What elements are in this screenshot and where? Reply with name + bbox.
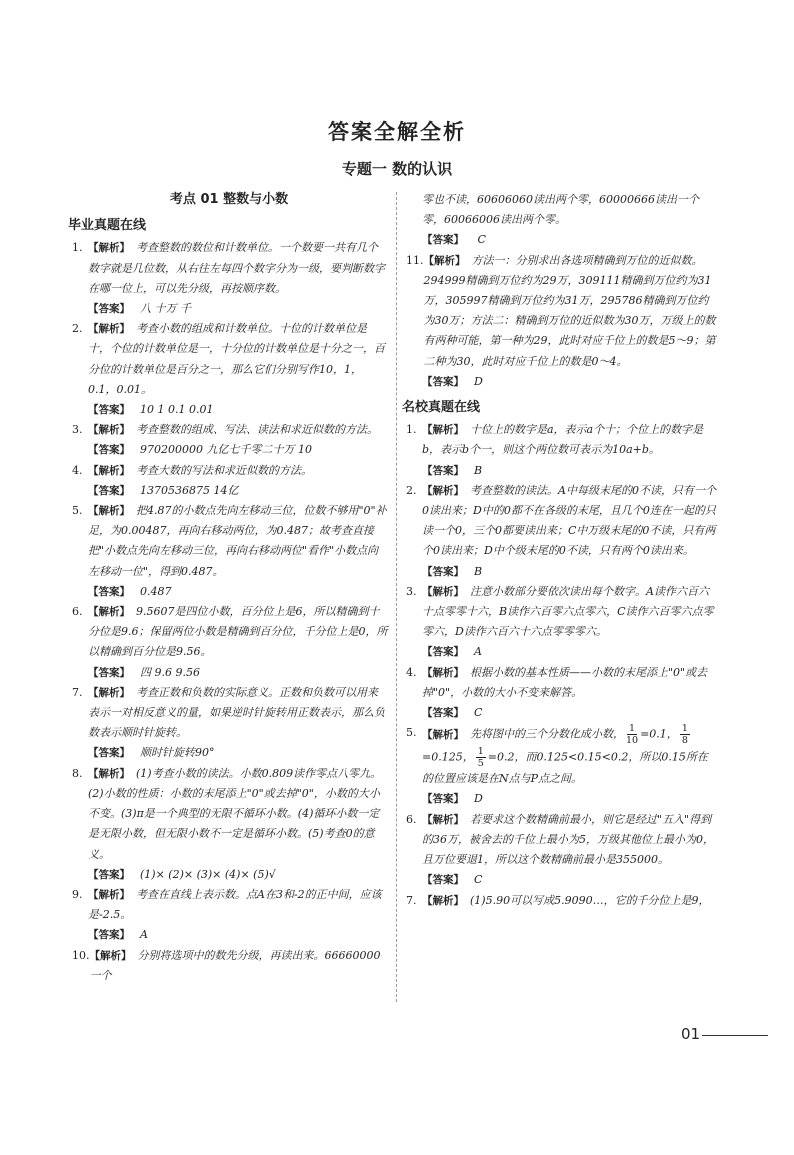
answer-line (404, 461, 716, 481)
analysis-label: 【解析】 (88, 686, 130, 699)
list-item (404, 190, 716, 230)
list-item (70, 946, 388, 986)
list-item (70, 501, 388, 582)
item-number: 7. (406, 893, 417, 907)
right-item-list-2 (404, 420, 716, 910)
answer-label: 【答案】 (88, 404, 130, 417)
list-item (404, 723, 716, 789)
list-item (404, 663, 716, 703)
answer-line (70, 400, 388, 420)
answer-value: D (474, 792, 483, 806)
list-item (404, 891, 716, 911)
answer-value: C (474, 706, 483, 720)
fraction-numerator: 1 (477, 746, 484, 758)
analysis-label: 【解析】 (89, 949, 132, 962)
answer-label: 【答案】 (422, 646, 464, 659)
analysis-label: 【解析】 (422, 585, 464, 598)
answer-value: 顺时针旋转90° (140, 746, 215, 760)
item-body (422, 663, 716, 703)
answer-value: B (474, 463, 483, 477)
answer-line (404, 230, 716, 250)
answer-value: B (474, 564, 483, 578)
right-column (404, 190, 716, 911)
analysis-label: 【解析】 (423, 254, 466, 267)
answer-line (70, 299, 388, 319)
list-item (404, 420, 716, 460)
answer-line (404, 789, 716, 809)
analysis-text: (1)考查小数的读法。小数0.809读作零点八零九。(2)小数的性质：小数的末尾添上"0"或去掉"0"，小数的大小不变。(3)π是一个典型的无限不循环小数。(4)循环小数一定是无限小数，但无限小数不一定是循环小数。(5)考查0的意义。 (88, 766, 382, 861)
analysis-text: 若要求这个数精确前最小，则它是经过"五入"得到的36万，被舍去的千位上最小为5，万级其他位上最小为0，且万位要退1，所以这个数精确前最小是355000。 (422, 812, 714, 867)
item-body (424, 251, 717, 372)
answer-label: 【答案】 (88, 484, 130, 497)
analysis-label: 【解析】 (422, 666, 464, 679)
section-heading-graduation: 毕业真题在线 (68, 218, 147, 234)
topic-subtitle: 专题一 数的认识 (341, 160, 453, 178)
analysis-label: 【解析】 (88, 505, 130, 518)
analysis-label: 【解析】 (88, 464, 130, 477)
item-body (88, 764, 388, 865)
answer-label: 【答案】 (88, 444, 130, 457)
item-number: 3. (406, 584, 417, 598)
answer-line (70, 582, 388, 602)
answer-label: 【答案】 (422, 565, 464, 578)
item-number: 1. (406, 423, 417, 437)
answer-line (70, 925, 388, 945)
fraction (680, 723, 690, 746)
analysis-label: 【解析】 (88, 767, 130, 780)
item-number: 10. (72, 948, 90, 962)
analysis-text: 考查大数的写法和求近似数的方法。 (136, 463, 312, 477)
analysis-label: 【解析】 (422, 484, 464, 497)
list-item (404, 810, 716, 871)
list-item (70, 764, 388, 865)
fraction-numerator: 1 (629, 723, 636, 735)
answer-label: 【答案】 (88, 868, 130, 881)
list-item (70, 461, 388, 481)
item-number: 2. (72, 322, 83, 336)
analysis-text: 注意小数部分要依次读出每个数字。A读作六百六十点零零十六，B读作六百零六点零六，C读作六百零六点零零六，D读作六百六十六点零零零六。 (422, 584, 714, 639)
list-item (70, 602, 388, 663)
answer-label: 【答案】 (422, 234, 464, 247)
item-body (88, 683, 388, 744)
kaodian-heading: 考点 01 整数与小数 (169, 192, 289, 207)
left-item-list (70, 238, 388, 986)
item-number: 1. (72, 241, 83, 255)
analysis-label: 【解析】 (422, 894, 464, 907)
answer-value: 八 十万 千 (140, 302, 191, 316)
item-body (88, 319, 388, 400)
answer-label: 【答案】 (422, 375, 464, 388)
item-body (422, 723, 716, 789)
item-number: 6. (72, 605, 83, 619)
item-number: 6. (406, 812, 417, 826)
analysis-text: 考查在直线上表示数。点A在3和-2的正中间，应该是-2.5。 (88, 887, 382, 922)
answer-value: 10 1 0.1 0.01 (140, 403, 214, 417)
analysis-text: 把4.87的小数点先向左移动三位，位数不够用"0"补足，为0.00487，再向右移动两位，为0.487；故考查直接把"小数点先向左移动三位，再向右移动两位"看作"小数点向左移动一位"，得到0.487。 (88, 504, 387, 578)
right-item-list (404, 251, 716, 392)
answer-value: A (140, 928, 148, 942)
left-column (70, 190, 388, 986)
answer-label: 【答案】 (88, 747, 130, 760)
answer-value: A (474, 645, 482, 659)
analysis-text: =0.2，而0.125<0.15<0.2，所以0.15所在的位置应该是在N点与P点之间。 (422, 750, 708, 786)
analysis-text: 考查整数的组成、写法、读法和求近似数的方法。 (136, 423, 378, 437)
analysis-text: 根据小数的基本性质——小数的末尾添上"0"或去掉"0"，小数的大小不变来解答。 (422, 665, 708, 699)
page-title: 答案全解全析 (328, 120, 466, 144)
answer-label: 【答案】 (88, 585, 130, 598)
item-number: 7. (72, 685, 83, 699)
analysis-text: =0.1， (640, 727, 678, 741)
answer-label: 【答案】 (422, 874, 464, 887)
fraction (626, 723, 638, 746)
list-item (404, 582, 716, 643)
analysis-label: 【解析】 (422, 728, 464, 741)
analysis-label: 【解析】 (88, 888, 130, 901)
answer-value: (1)× (2)× (3)× (4)× (5)√ (140, 867, 276, 881)
analysis-label: 【解析】 (88, 424, 130, 437)
analysis-text: 先将图中的三个分数化成小数， (470, 727, 624, 741)
answer-value: C (474, 873, 483, 887)
analysis-text: 考查正数和负数的实际意义。正数和负数可以用来表示一对相反意义的量，如果逆时针旋转用正数表示，那么负数表示顺时针旋转。 (88, 685, 385, 740)
answer-label: 【答案】 (88, 666, 130, 679)
fraction (476, 746, 486, 769)
answer-line (404, 703, 716, 723)
analysis-label: 【解析】 (88, 242, 130, 255)
item-body (90, 946, 389, 986)
answer-value: 970200000 九亿七千零二十万 10 (140, 443, 312, 457)
answer-line (404, 642, 716, 662)
list-item (70, 885, 388, 925)
answer-label: 【答案】 (422, 464, 464, 477)
item-body (422, 810, 716, 871)
item-body (422, 582, 716, 643)
item-number: 8. (72, 766, 83, 780)
continued-text: 零也不读，60606060读出两个零，60000666读出一个零，60066006读出两个零。 (422, 193, 699, 227)
fraction-denominator: 10 (626, 735, 639, 747)
answer-value: 1370536875 14亿 (140, 483, 239, 497)
analysis-label: 【解析】 (88, 606, 130, 619)
analysis-label: 【解析】 (422, 813, 464, 826)
analysis-text: 考查整数的读法。A中每级末尾的0不读，只有一个0读出来；D中的0都不在各级的末尾，且几个0连在一起的只读一个0，三个0都要读出来；C中万级末尾的0不读，只有两个0读出来；D中个级末尾的0不读，只有两个0读出来。 (422, 483, 716, 558)
fraction-numerator: 1 (681, 723, 688, 735)
list-item (404, 251, 716, 372)
answer-line (70, 743, 388, 763)
answer-label: 【答案】 (88, 303, 130, 316)
answer-value: 四 9.6 9.56 (140, 665, 200, 679)
analysis-label: 【解析】 (88, 323, 130, 336)
item-body (422, 481, 716, 562)
analysis-text: 考查整数的数位和计数单位。一个数要一共有几个数字就是几位数，从右往左每四个数字分为一级，要判断数字在哪一位上，可以先分级，再按顺序数。 (88, 241, 385, 295)
answer-line (404, 372, 716, 392)
item-number: 2. (406, 483, 417, 497)
answer-line (70, 663, 388, 683)
answer-line (404, 562, 716, 582)
analysis-text: 分别将选项中的数先分级，再读出来。66660000 一个 (89, 948, 381, 982)
answer-line (404, 870, 716, 890)
item-body (88, 501, 388, 582)
item-number: 4. (406, 665, 417, 679)
column-divider (396, 192, 397, 1002)
item-number: 5. (72, 504, 83, 518)
analysis-text: 方法一：分别求出各选项精确到万位的近似数。294999精确到万位约为29万，309111精确到万位约为31万，305997精确到万位约为31万，295786精确到万位约为30万；方法二：精确到万位的近似数为30万，万级上的数有两种可能，第一种为29，此时对应千位上的数是5～9；第二种为30，此时对应千位上的数是0～4。 (423, 253, 716, 368)
list-item (70, 319, 388, 400)
answer-line (70, 440, 388, 460)
item-number: 4. (72, 463, 83, 477)
item-number: 11. (406, 253, 424, 267)
analysis-text: (1)5.90可以写成5.9090…，它的千分位上是9， (470, 893, 710, 907)
item-body (422, 420, 716, 460)
answer-line (70, 481, 388, 501)
page-number-rule (702, 1035, 768, 1036)
item-number: 3. (72, 423, 83, 437)
item-body (88, 238, 388, 299)
answer-label: 【答案】 (422, 793, 464, 806)
section-heading-famous-schools: 名校真题在线 (402, 400, 481, 416)
item-number: 9. (72, 887, 83, 901)
answer-line (70, 865, 388, 885)
item-number: 5. (406, 726, 417, 740)
analysis-label: 【解析】 (422, 424, 464, 437)
analysis-text: 9.5607是四位小数，百分位上是6，所以精确到十分位是9.6；保留两位小数是精确到百分位，千分位上是0，所以精确到百分位是9.56。 (88, 605, 388, 659)
answer-label: 【答案】 (422, 707, 464, 720)
list-item (70, 238, 388, 299)
list-item (70, 420, 388, 440)
item-body (88, 461, 388, 481)
answer-label: 【答案】 (88, 929, 130, 942)
answer-value: C (477, 233, 486, 247)
answer-value: D (474, 374, 483, 388)
fraction-denominator: 8 (681, 735, 688, 747)
analysis-text: =0.125， (422, 750, 474, 764)
item-body (88, 602, 388, 663)
analysis-text: 十位上的数字是a，表示a个十；个位上的数字是b，表示b个一，则这个两位数可表示为10a+b。 (422, 423, 704, 457)
item-body (88, 885, 388, 925)
analysis-text: 考查小数的组成和计数单位。十位的计数单位是十，个位的计数单位是一，十分位的计数单位是十分之一，百分位的计数单位是百分之一，那么它们分别写作10，1，0.1，0.01。 (88, 322, 385, 396)
list-item (404, 481, 716, 562)
list-item (70, 683, 388, 744)
item-body (88, 420, 388, 440)
item-body (422, 891, 716, 911)
page-number: 01 (681, 1025, 701, 1043)
answer-value: 0.487 (140, 584, 172, 598)
fraction-denominator: 5 (477, 758, 484, 770)
